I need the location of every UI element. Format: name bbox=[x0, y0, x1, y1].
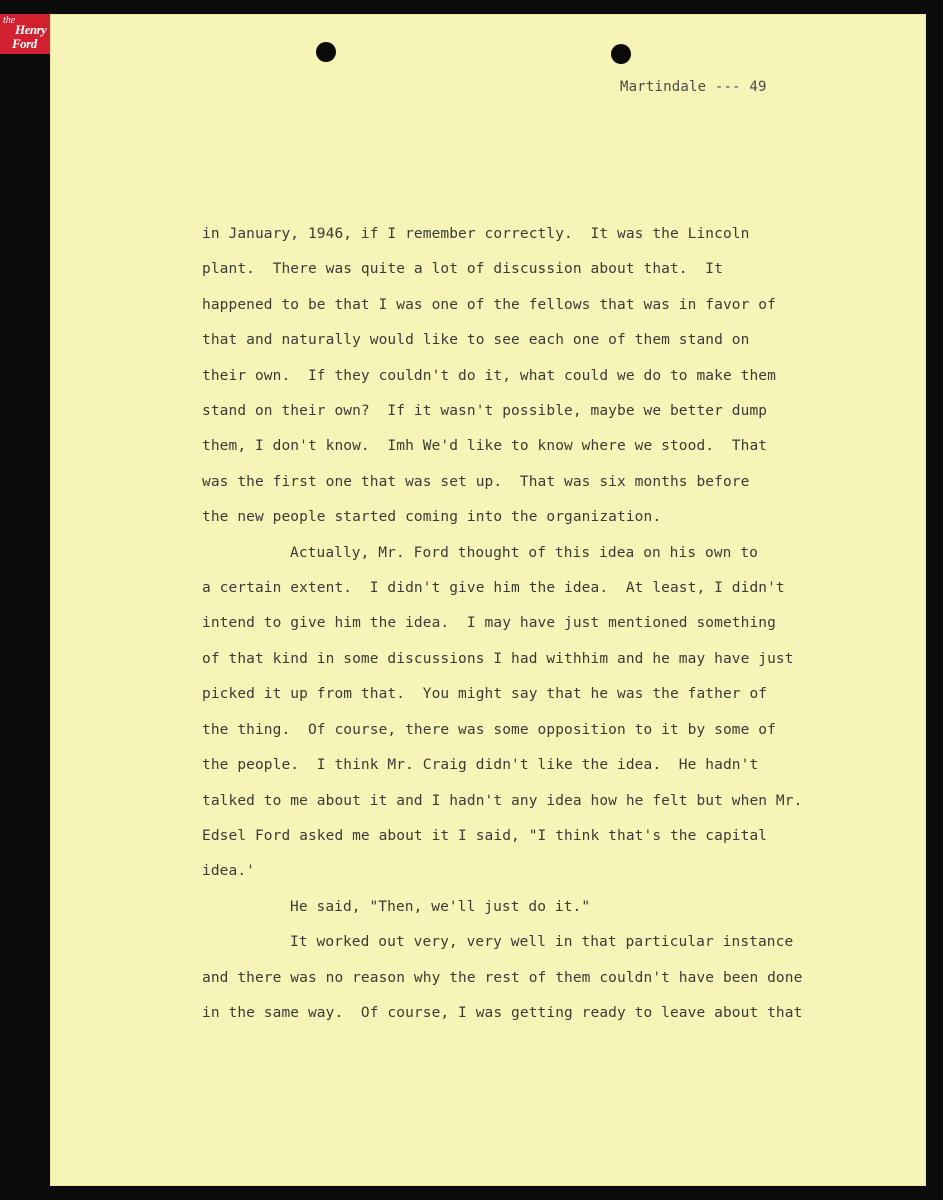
text-line: the thing. Of course, there was some opposition to it by some of bbox=[202, 721, 776, 738]
henry-ford-logo bbox=[0, 14, 50, 54]
text-line: It worked out very, very well in that particular instance bbox=[290, 934, 794, 951]
text-line: of that kind in some discussions I had withhim and he may have just bbox=[202, 650, 794, 667]
logo-ford: Ford bbox=[12, 36, 37, 51]
transcript-body bbox=[202, 217, 842, 1031]
text-line: a certain extent. I didn't give him the idea. At least, I didn't bbox=[202, 580, 785, 597]
text-line: happened to be that I was one of the fellows that was in favor of bbox=[202, 296, 776, 313]
text-line: Actually, Mr. Ford thought of this idea on his own to bbox=[290, 544, 758, 561]
logo-henry: Henry bbox=[15, 22, 47, 37]
text-line: and there was no reason why the rest of them couldn't have been done bbox=[202, 969, 803, 986]
text-line: Edsel Ford asked me about it I said, "I think that's the capital bbox=[202, 827, 768, 844]
text-line: He said, "Then, we'll just do it." bbox=[290, 898, 591, 915]
page-header: Martindale --- 49 bbox=[620, 79, 767, 95]
text-line: the new people started coming into the organization. bbox=[202, 509, 662, 526]
text-line: in the same way. Of course, I was getting ready to leave about that bbox=[202, 1004, 803, 1021]
text-line: picked it up from that. You might say that he was the father of bbox=[202, 686, 768, 703]
text-line: intend to give him the idea. I may have just mentioned something bbox=[202, 615, 776, 632]
text-line: them, I don't know. Imh We'd like to know where we stood. That bbox=[202, 438, 768, 455]
punch-hole-right bbox=[611, 44, 631, 64]
text-line: talked to me about it and I hadn't any idea how he felt but when Mr. bbox=[202, 792, 803, 809]
punch-hole-left bbox=[316, 42, 336, 62]
text-line: was the first one that was set up. That was six months before bbox=[202, 473, 750, 490]
logo-the: the bbox=[3, 15, 16, 26]
text-line: in January, 1946, if I remember correctly. It was the Lincoln bbox=[202, 226, 750, 242]
text-line: idea.' bbox=[202, 863, 255, 880]
text-line: plant. There was quite a lot of discussion about that. It bbox=[202, 261, 723, 278]
text-line: that and naturally would like to see each one of them stand on bbox=[202, 332, 750, 349]
text-line: the people. I think Mr. Craig didn't like the idea. He hadn't bbox=[202, 757, 759, 774]
text-line: stand on their own? If it wasn't possible, maybe we better dump bbox=[202, 403, 768, 420]
text-line: their own. If they couldn't do it, what could we do to make them bbox=[202, 367, 776, 384]
